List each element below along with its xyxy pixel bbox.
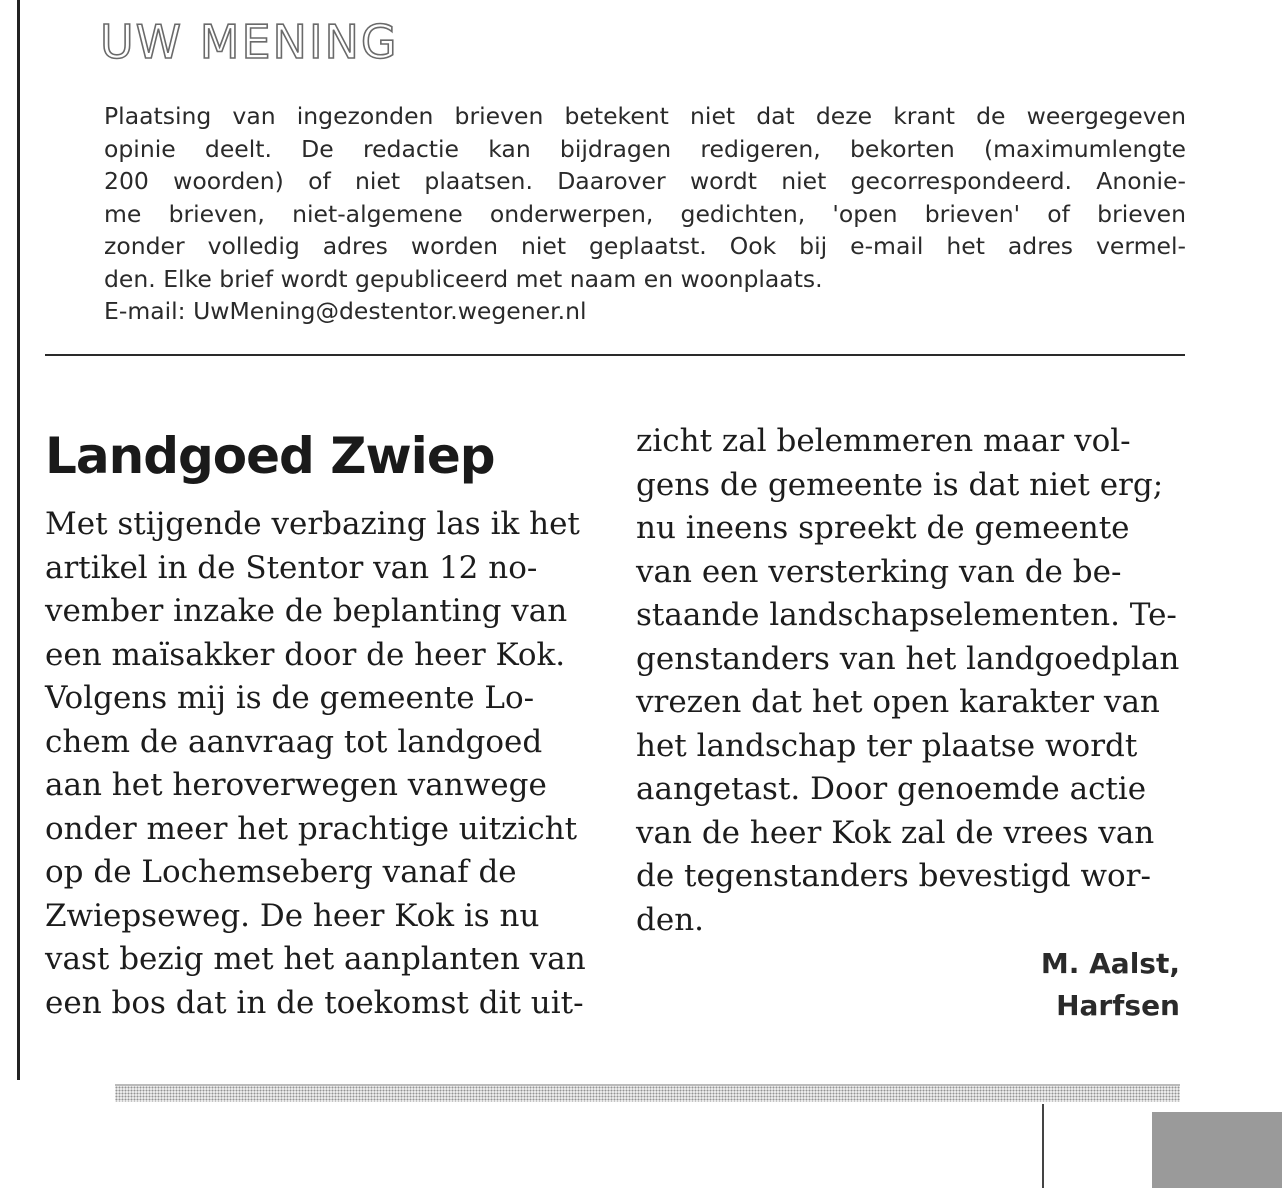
letter-line: artikel in de Stentor van 12 no- — [45, 549, 538, 586]
bottom-column-rule — [1042, 1104, 1044, 1188]
email-line: E-mail: UwMening@destentor.wegener.nl — [104, 297, 587, 325]
author-location: Harfsen — [1056, 989, 1180, 1022]
letter-line: een maïsakker door de heer Kok. — [45, 636, 566, 673]
letter-line: Met stijgende verbazing las ik het — [45, 506, 580, 542]
letter-column-right — [636, 420, 1181, 942]
section-title: UW MENING — [100, 15, 399, 69]
letter-line: zicht zal belemmeren maar vol- — [636, 423, 1131, 459]
letter-line: den. — [636, 901, 705, 938]
editorial-notice — [104, 100, 1186, 328]
notice-line: Plaatsing van ingezonden brieven betekent niet dat deze krant de weergegeven — [104, 102, 1186, 130]
letter-line: op de Lochemseberg vanaf de — [45, 854, 517, 890]
letter-line: staande landschapselementen. Te- — [636, 597, 1177, 633]
letter-line: Volgens mij is de gemeente Lo- — [45, 680, 535, 716]
notice-line: den. Elke brief wordt gepubliceerd met naam en woonplaats. — [104, 264, 823, 293]
halftone-band — [115, 1086, 1180, 1102]
letter-line: Zwiepseweg. De heer Kok is nu — [45, 897, 540, 934]
scan-shadow — [1152, 1112, 1282, 1188]
letter-line: vember inzake de beplanting van — [45, 593, 568, 629]
letter-line: vrezen dat het open karakter van — [636, 684, 1160, 720]
notice-line: 200 woorden) of niet plaatsen. Daarover wordt niet gecorrespondeerd. Anonie- — [104, 167, 1186, 195]
letter-line: vast bezig met het aanplanten van — [45, 941, 586, 977]
letter-signature — [1041, 943, 1180, 1027]
letter-line: van een versterking van de be- — [636, 553, 1122, 590]
letter-line: de tegenstanders bevestigd wor- — [636, 858, 1151, 894]
letter-headline: Landgoed Zwiep — [45, 427, 495, 485]
letter-line: een bos dat in de toekomst dit uit- — [45, 984, 584, 1021]
notice-line: opinie deelt. De redactie kan bijdragen redigeren, bekorten (maximumlengte — [104, 134, 1186, 163]
letter-line: genstanders van het landgoedplan — [636, 640, 1180, 677]
letter-line: het landschap ter plaatse wordt — [636, 727, 1138, 764]
letter-line: gens de gemeente is dat niet erg; — [636, 466, 1164, 503]
author-name: M. Aalst, — [1040, 947, 1180, 980]
letter-line: aan het heroverwegen vanwege — [45, 767, 547, 803]
letter-column-left — [45, 503, 590, 1025]
letter-line: van de heer Kok zal de vrees van — [636, 814, 1155, 851]
letter-line: onder meer het prachtige uitzicht — [45, 810, 578, 847]
section-divider — [45, 354, 1185, 356]
notice-line: zonder volledig adres worden niet geplaatst. Ook bij e-mail het adres vermel- — [104, 232, 1186, 260]
letter-line: nu ineens spreekt de gemeente — [636, 510, 1130, 546]
letter-line: chem de aanvraag tot landgoed — [45, 723, 543, 760]
letter-line: aangetast. Door genoemde actie — [636, 771, 1147, 807]
left-column-rule — [17, 0, 20, 1080]
notice-line: me brieven, niet-algemene onderwerpen, gedichten, 'open brieven' of brieven — [104, 199, 1186, 228]
